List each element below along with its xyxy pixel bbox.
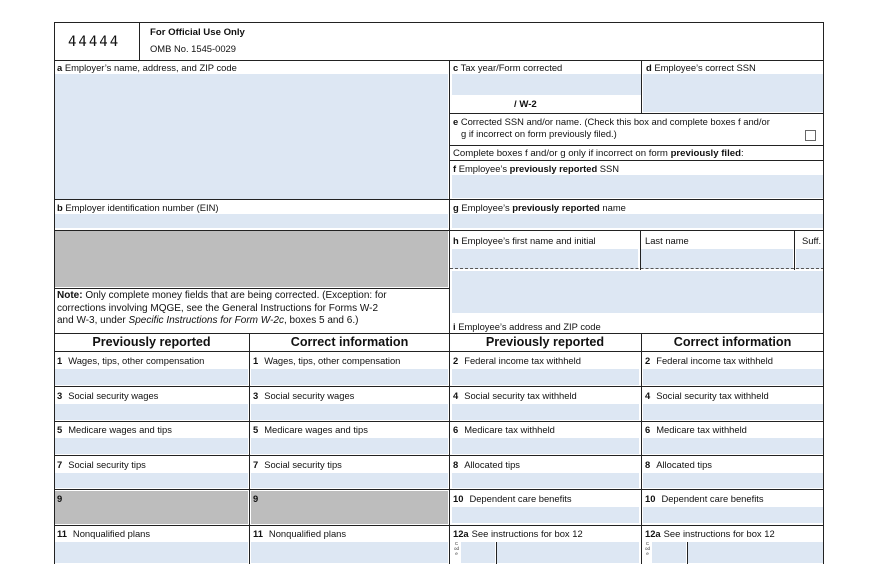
box-c-text: Tax year/Form corrected xyxy=(460,62,563,73)
employee-correct-ssn-input[interactable] xyxy=(643,74,823,112)
box-5-prev-num: 5 xyxy=(57,424,63,435)
col-header-correct-left: Correct information xyxy=(290,335,409,349)
box-12a-prev-text: See instructions for box 12 xyxy=(471,528,583,539)
line-below-shade xyxy=(54,288,449,289)
box-8-prev-num: 8 xyxy=(453,459,459,470)
box-2-correct-input[interactable] xyxy=(643,369,823,385)
box-1-correct-text: Wages, tips, other compensation xyxy=(264,355,401,366)
note-part3-pre: and W-3, under xyxy=(57,315,129,326)
box-1-correct-input[interactable] xyxy=(251,369,448,385)
line-below-b-g xyxy=(54,230,824,231)
line-below-complete xyxy=(449,160,824,161)
box-g-post: name xyxy=(599,202,626,213)
box-12a-correct-text: See instructions for box 12 xyxy=(663,528,775,539)
box-5-correct-label xyxy=(253,424,368,435)
box-4-prev-text: Social security tax withheld xyxy=(464,390,577,401)
box-10-correct-num: 10 xyxy=(645,493,656,504)
box-3-prev-label xyxy=(57,390,158,401)
control-number-box xyxy=(54,22,139,60)
box-2-prev-input[interactable] xyxy=(452,369,639,385)
box-12a-correct-code-sep xyxy=(687,542,688,564)
col-divider-right xyxy=(641,333,642,564)
box-4-correct-num: 4 xyxy=(645,390,651,401)
box-10-prev-num: 10 xyxy=(453,493,464,504)
h-last-suffix-divider xyxy=(794,230,795,270)
box-8-correct-input[interactable] xyxy=(643,473,823,488)
box-6-prev-num: 6 xyxy=(453,424,459,435)
box-12a-correct-label xyxy=(645,528,775,539)
h-first-last-divider xyxy=(640,230,641,270)
previous-name-input[interactable] xyxy=(452,214,823,228)
box-9-correct-shaded xyxy=(251,491,448,524)
box-12a-prev-num: 12a xyxy=(453,528,469,539)
row-line-2 xyxy=(54,421,824,422)
complete-note-prefix: Complete boxes f and/or g only if incorrect on form xyxy=(453,148,671,159)
line-below-col-headers xyxy=(54,351,824,352)
box-12a-correct-code-input[interactable] xyxy=(652,542,686,563)
box-7-prev-text: Social security tips xyxy=(68,459,146,470)
box-b-letter: b xyxy=(57,202,63,213)
box-f-post: SSN xyxy=(597,163,620,174)
box-3-prev-num: 3 xyxy=(57,390,63,401)
box-2-prev-label xyxy=(453,355,581,366)
box-f-letter: f xyxy=(453,163,457,174)
note-part3-italic: Specific Instructions for Form W-2c xyxy=(128,315,284,326)
frame-left xyxy=(54,22,55,564)
box-2-correct-label xyxy=(645,355,773,366)
row-line-4 xyxy=(54,489,824,490)
last-name-input[interactable] xyxy=(641,249,793,269)
row-line-3 xyxy=(54,455,824,456)
box-8-correct-num: 8 xyxy=(645,459,651,470)
line-below-cd xyxy=(449,113,824,114)
box-3-correct-label xyxy=(253,390,354,401)
box-9-prev-num: 9 xyxy=(57,493,63,504)
box-12a-prev-label xyxy=(453,528,583,539)
box-6-correct-text: Medicare tax withheld xyxy=(656,424,747,435)
box-11-correct-num: 11 xyxy=(253,528,263,539)
form-corrected-value: / W-2 xyxy=(514,99,537,110)
box-7-prev-label xyxy=(57,459,146,470)
box-4-prev-input[interactable] xyxy=(452,404,639,420)
box-i-letter: i xyxy=(453,321,456,332)
box-g-label xyxy=(453,202,626,213)
box-11-correct-input[interactable] xyxy=(251,542,448,563)
box-h-label xyxy=(453,235,596,246)
box-5-correct-num: 5 xyxy=(253,424,259,435)
complete-note-suffix: : xyxy=(740,148,744,159)
box-4-correct-text: Social security tax withheld xyxy=(656,390,769,401)
line-above-col-headers xyxy=(54,333,824,334)
suffix-label: Suff. xyxy=(802,235,822,246)
w2c-form xyxy=(54,22,824,564)
box-7-correct-num: 7 xyxy=(253,459,259,470)
box-8-prev-input[interactable] xyxy=(452,473,639,488)
box-e-letter: e xyxy=(453,116,459,127)
note-line-1 xyxy=(57,290,449,303)
box-2-prev-text: Federal income tax withheld xyxy=(464,355,581,366)
box-10-correct-text: Dependent care benefits xyxy=(661,493,764,504)
box-g-letter: g xyxy=(453,202,459,213)
box-c-letter: c xyxy=(453,62,459,73)
box-e-line2: g if incorrect on form previously filed.) xyxy=(461,128,617,139)
box-f-label xyxy=(453,163,619,174)
shaded-block xyxy=(55,231,448,287)
box-2-prev-num: 2 xyxy=(453,355,459,366)
box-11-prev-label xyxy=(57,528,150,539)
box-12a-prev-code-label: Code xyxy=(454,541,460,556)
line-below-e xyxy=(449,145,824,146)
box-4-correct-input[interactable] xyxy=(643,404,823,420)
box-e-label xyxy=(453,116,770,127)
box-1-prev-label xyxy=(57,355,204,366)
box-8-correct-text: Allocated tips xyxy=(656,459,712,470)
box-8-prev-label xyxy=(453,459,520,470)
box-1-prev-input[interactable] xyxy=(55,369,248,385)
col-divider-left xyxy=(249,333,250,564)
box-e-line1: Corrected SSN and/or name. (Check this box and complete boxes f and/or xyxy=(460,116,770,127)
control-number: 44444 xyxy=(68,34,121,50)
line-below-header xyxy=(54,60,824,61)
box-g-bold: previously reported xyxy=(512,202,600,213)
box-8-correct-label xyxy=(645,459,712,470)
box-3-prev-text: Social security wages xyxy=(68,390,159,401)
box-7-correct-input[interactable] xyxy=(251,473,448,488)
note-line-3 xyxy=(57,315,449,328)
box-6-prev-input[interactable] xyxy=(452,438,639,454)
box-6-prev-text: Medicare tax withheld xyxy=(464,424,555,435)
col-header-prev-left: Previously reported xyxy=(92,335,211,349)
box-3-correct-text: Social security wages xyxy=(264,390,355,401)
box-7-prev-num: 7 xyxy=(57,459,63,470)
box-f-bold: previously reported xyxy=(509,163,598,174)
box-9-prev-shaded xyxy=(55,491,248,524)
official-use-label: For Official Use Only xyxy=(150,27,245,38)
box-h-letter: h xyxy=(453,235,459,246)
box-3-correct-num: 3 xyxy=(253,390,259,401)
employee-address-input[interactable] xyxy=(452,271,823,313)
corrected-ssn-name-checkbox[interactable] xyxy=(805,130,816,141)
box-5-prev-text: Medicare wages and tips xyxy=(68,424,172,435)
box-5-correct-input[interactable] xyxy=(251,438,448,454)
box-6-correct-label xyxy=(645,424,747,435)
box-6-correct-num: 6 xyxy=(645,424,651,435)
box-5-prev-label xyxy=(57,424,172,435)
frame-right xyxy=(823,22,824,564)
box-1-prev-text: Wages, tips, other compensation xyxy=(68,355,205,366)
box-11-prev-text: Nonqualified plans xyxy=(72,528,151,539)
employer-ein-input[interactable] xyxy=(55,214,448,228)
box-10-prev-input[interactable] xyxy=(452,507,639,523)
money-fields-note xyxy=(57,290,449,328)
tax-year-input[interactable] xyxy=(452,74,641,95)
box-4-prev-label xyxy=(453,390,577,401)
col-header-correct-right: Correct information xyxy=(673,335,792,349)
frame-top xyxy=(54,22,824,23)
box-10-correct-input[interactable] xyxy=(643,507,823,523)
suffix-input[interactable] xyxy=(796,249,823,269)
box-h-text: Employee’s first name and initial xyxy=(461,235,596,246)
c-d-divider xyxy=(641,60,642,113)
complete-note-bold: previously filed xyxy=(670,148,741,159)
box-2-correct-num: 2 xyxy=(645,355,651,366)
box-b-label xyxy=(57,202,219,213)
box-12a-correct-code-label: Code xyxy=(645,541,651,556)
box-5-prev-input[interactable] xyxy=(55,438,248,454)
note-bold: Note: xyxy=(57,290,83,301)
col-header-prev-right: Previously reported xyxy=(485,335,605,349)
box-2-correct-text: Federal income tax withheld xyxy=(656,355,773,366)
box-12a-prev-code-sep xyxy=(496,542,497,564)
first-name-input[interactable] xyxy=(452,249,638,269)
box-12a-prev-code-input[interactable] xyxy=(461,542,495,563)
box-4-correct-label xyxy=(645,390,769,401)
last-name-label: Last name xyxy=(645,235,689,246)
box-1-prev-num: 1 xyxy=(57,355,63,366)
box-12a-correct-num: 12a xyxy=(645,528,661,539)
box-11-correct-label xyxy=(253,528,346,539)
row-line-1 xyxy=(54,386,824,387)
box-d-label xyxy=(646,62,756,73)
box-11-correct-text: Nonqualified plans xyxy=(268,528,347,539)
address-dashed-divider xyxy=(450,268,824,269)
box-a-text: Employer’s name, address, and ZIP code xyxy=(64,62,237,73)
line-below-a-f xyxy=(54,199,824,200)
box-9-correct-label xyxy=(253,493,264,504)
box-10-prev-label xyxy=(453,493,572,504)
box-11-prev-num: 11 xyxy=(57,528,67,539)
box-i-label xyxy=(453,321,601,332)
box-7-prev-input[interactable] xyxy=(55,473,248,488)
box-b-text: Employer identification number (EIN) xyxy=(65,202,219,213)
box-a-label xyxy=(57,62,237,73)
box-8-prev-text: Allocated tips xyxy=(464,459,520,470)
box-f-pre: Employee’s xyxy=(458,163,510,174)
box-9-correct-num: 9 xyxy=(253,493,259,504)
box-3-correct-input[interactable] xyxy=(251,404,448,420)
box-i-text: Employee’s address and ZIP code xyxy=(458,321,601,332)
header-divider xyxy=(139,22,140,60)
row-line-5 xyxy=(54,525,824,526)
box-d-text: Employee’s correct SSN xyxy=(654,62,756,73)
box-7-correct-label xyxy=(253,459,342,470)
note-part3-post: , boxes 5 and 6.) xyxy=(283,315,359,326)
box-c-label xyxy=(453,62,562,73)
box-10-prev-text: Dependent care benefits xyxy=(469,493,572,504)
omb-number: OMB No. 1545-0029 xyxy=(150,43,236,54)
note-line-2: corrections involving MQGE, see the General Instructions for Forms W-2 xyxy=(57,302,379,314)
box-10-correct-label xyxy=(645,493,764,504)
box-5-correct-text: Medicare wages and tips xyxy=(264,424,368,435)
complete-boxes-note xyxy=(453,148,744,159)
box-9-prev-label xyxy=(57,493,68,504)
employer-name-address-input[interactable] xyxy=(55,74,448,199)
box-1-correct-label xyxy=(253,355,400,366)
box-6-correct-input[interactable] xyxy=(643,438,823,454)
box-g-pre: Employee’s xyxy=(461,202,513,213)
box-a-letter: a xyxy=(57,62,63,73)
box-d-letter: d xyxy=(646,62,652,73)
box-7-correct-text: Social security tips xyxy=(264,459,342,470)
previous-ssn-input[interactable] xyxy=(452,175,823,198)
note-part1: Only complete money fields that are being corrected. (Exception: for xyxy=(82,290,387,301)
box-6-prev-label xyxy=(453,424,555,435)
box-12a-prev-amount-input[interactable] xyxy=(497,542,639,563)
box-1-correct-num: 1 xyxy=(253,355,259,366)
box-4-prev-num: 4 xyxy=(453,390,459,401)
box-12a-correct-amount-input[interactable] xyxy=(688,542,823,563)
box-11-prev-input[interactable] xyxy=(55,542,248,563)
box-3-prev-input[interactable] xyxy=(55,404,248,420)
